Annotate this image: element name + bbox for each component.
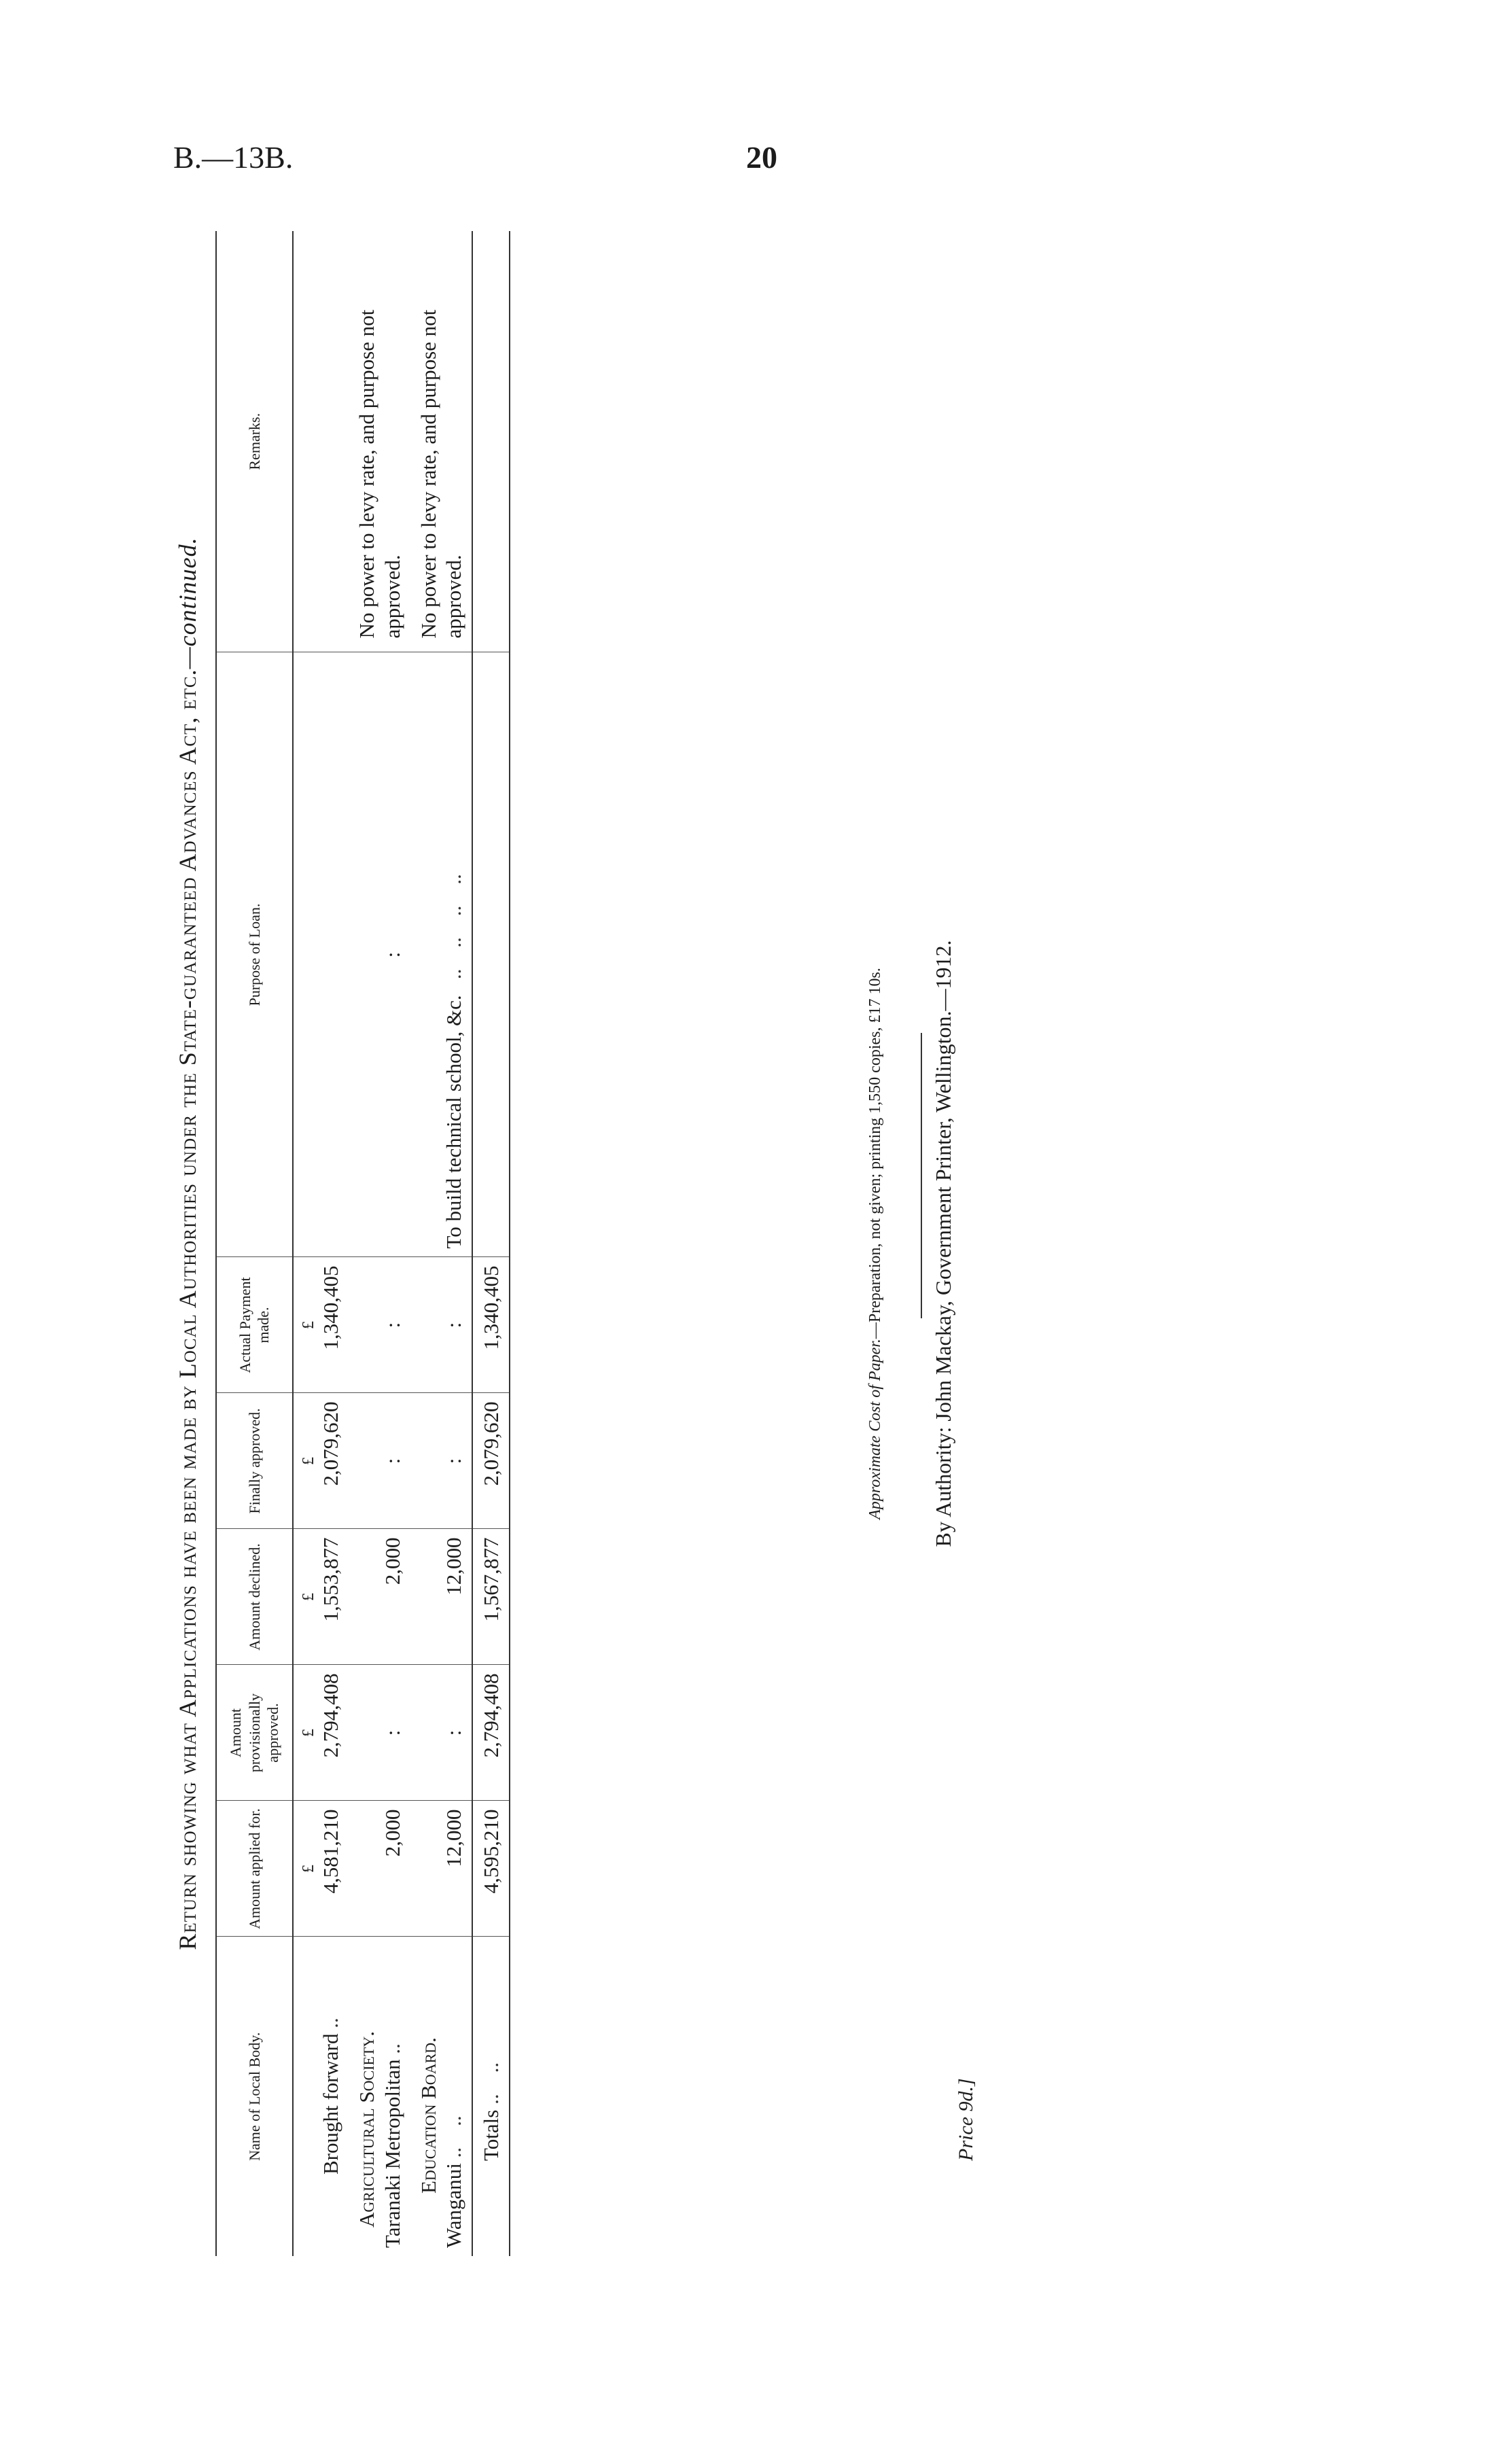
- table-row-wanganui: [410, 231, 472, 2256]
- cell-finally: :: [349, 1393, 410, 1529]
- col-header-finally: Finally approved.: [216, 1393, 293, 1529]
- return-table: [215, 231, 510, 2256]
- cell-finally: £ 2,079,620: [293, 1393, 349, 1529]
- row-name: Education Board. Wanganui .. ..: [410, 1937, 472, 2256]
- cell-provisional: :: [349, 1665, 410, 1801]
- cell-actual: 1,340,405: [472, 1257, 510, 1393]
- cell-applied: 2,000: [349, 1801, 410, 1937]
- table-row-totals: [472, 231, 510, 2256]
- cell-finally: 2,079,620: [472, 1393, 510, 1529]
- divider-rule: [921, 1033, 922, 1318]
- cell-purpose: :: [349, 652, 410, 1257]
- cell-actual: £ 1,340,405: [293, 1257, 349, 1393]
- cell-purpose: [293, 652, 349, 1257]
- cost-label: Approximate Cost of Paper.: [866, 1339, 884, 1519]
- cell-applied: 4,595,210: [472, 1801, 510, 1937]
- cell-actual: :: [410, 1257, 472, 1393]
- cell-provisional: :: [410, 1665, 472, 1801]
- cell-remarks: [293, 231, 349, 652]
- col-header-purpose: Purpose of Loan.: [216, 652, 293, 1257]
- rotated-page-content: [173, 231, 977, 2256]
- title-continued: —continued.: [174, 537, 201, 669]
- row-name: Brought forward ..: [293, 1937, 349, 2256]
- cell-declined: 2,000: [349, 1529, 410, 1665]
- table-row-taranaki: [349, 231, 410, 2256]
- row-heading: Education Board.: [416, 2037, 440, 2194]
- cell-provisional: £ 2,794,408: [293, 1665, 349, 1801]
- cell-remarks: No power to levy rate, and purpose not approved.: [416, 309, 466, 639]
- table-row-brought-forward: [293, 231, 349, 2256]
- cell-applied: £ 4,581,210: [293, 1801, 349, 1937]
- cell-applied: 12,000: [410, 1801, 472, 1937]
- col-header-name: Name of Local Body.: [216, 1937, 293, 2256]
- document-code: B.—13B.: [173, 140, 294, 175]
- header-row: [216, 231, 293, 2256]
- table-title: [173, 231, 202, 2256]
- col-header-actual: Actual Payment made.: [216, 1257, 293, 1393]
- col-header-applied: Amount applied for.: [216, 1801, 293, 1937]
- cell-remarks: No power to levy rate, and purpose not approved.: [355, 309, 404, 639]
- col-header-provisional: Amount provisionally approved.: [216, 1665, 293, 1801]
- cell-remarks: [472, 231, 510, 652]
- cost-text: —Preparation, not given; printing 1,550 copies, £17 10s.: [866, 968, 884, 1339]
- title-main: Return showing what Applications have been made by Local Authorities under the State-guaranteed Advances Act, etc.: [174, 669, 201, 1950]
- cell-declined: 1,567,877: [472, 1529, 510, 1665]
- cell-declined: 12,000: [410, 1529, 472, 1665]
- printer-imprint: By Authority: John Mackay, Government Printer, Wellington.—1912.: [931, 940, 955, 1547]
- row-name: Totals .. ..: [472, 1937, 510, 2256]
- col-header-declined: Amount declined.: [216, 1529, 293, 1665]
- cell-actual: :: [349, 1257, 410, 1393]
- col-header-remarks: Remarks.: [216, 231, 293, 652]
- cell-purpose: To build technical school, &c. .. .. .. ..: [410, 652, 472, 1257]
- page-number: 20: [746, 140, 777, 175]
- row-name: Agricultural Society. Taranaki Metropolitan ..: [349, 1937, 410, 2256]
- cell-finally: :: [410, 1393, 472, 1529]
- cell-declined: £ 1,553,877: [293, 1529, 349, 1665]
- cell-provisional: 2,794,408: [472, 1665, 510, 1801]
- price-note: Price 9d.]: [955, 2078, 977, 2161]
- cell-purpose: [472, 652, 510, 1257]
- row-heading: Agricultural Society.: [355, 2031, 379, 2228]
- cost-note: [866, 231, 885, 2256]
